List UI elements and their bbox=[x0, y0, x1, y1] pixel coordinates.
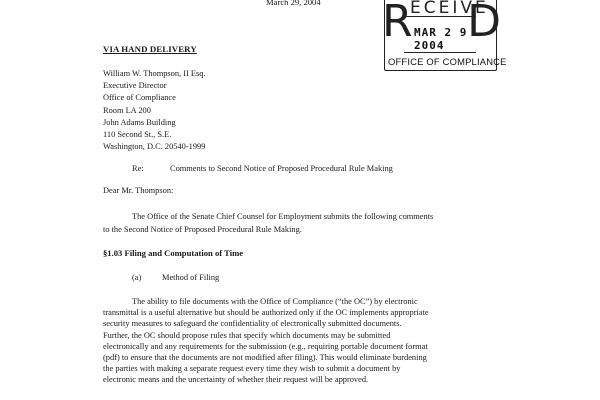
letter-date: March 29, 2004 bbox=[266, 0, 321, 7]
subsection-title: Method of Filing bbox=[162, 273, 220, 282]
address-line: Washington, D.C. 20540-1999 bbox=[103, 142, 206, 152]
address-line: William W. Thompson, II Esq. bbox=[103, 69, 206, 78]
address-line: 110 Second St., S.E. bbox=[103, 129, 172, 139]
subsection-number: (a) bbox=[132, 273, 142, 282]
intro-line-2: to the Second Notice of Proposed Procedural Rule Making. bbox=[103, 225, 302, 234]
stamp-rule-top bbox=[404, 16, 476, 17]
paragraph-line: electronically and any requirements for the submission (e.g., requiring portable document format bbox=[103, 341, 428, 351]
stamp-received-text: ECEIVE bbox=[410, 0, 489, 18]
received-stamp bbox=[382, 0, 507, 72]
salutation: Dear Mr. Thompson: bbox=[103, 186, 174, 195]
re-label: Re: bbox=[132, 164, 144, 173]
address-line: John Adams Building bbox=[103, 117, 176, 127]
paragraph-line: electronic means and the uncertainty of whether their request will be approved. bbox=[103, 375, 369, 385]
paragraph-line: Further, the OC should propose rules that specify which documents may be submitted bbox=[103, 330, 391, 340]
intro-line-1: The Office of the Senate Chief Counsel for Employment submits the following comments bbox=[132, 212, 434, 221]
paragraph-line: transmittal is a useful alternative but should be authorized only if the OC implements appropriate bbox=[103, 308, 429, 318]
recipient-address bbox=[103, 68, 206, 153]
section-heading: §1.03 Filing and Computation of Time bbox=[103, 248, 244, 258]
paragraph-line: the parties with making a separate request every time they wish to submit a document by bbox=[103, 364, 401, 374]
stamp-date: MAR 2 9 2004 bbox=[414, 26, 468, 52]
delivery-method: VIA HAND DELIVERY bbox=[103, 44, 197, 54]
stamp-big-d: D bbox=[467, 0, 501, 47]
stamp-office: OFFICE OF COMPLIANCE bbox=[388, 56, 507, 67]
re-subject: Comments to Second Notice of Proposed Procedural Rule Making bbox=[170, 164, 393, 173]
paragraph-line: (pdf) to ensure that the documents are not modified after filing). This would eliminate burdening bbox=[103, 352, 427, 362]
address-line: Room LA 200 bbox=[103, 105, 151, 115]
stamp-rule-bottom bbox=[404, 52, 476, 53]
stamp-big-r: R bbox=[382, 0, 413, 47]
address-line: Executive Director bbox=[103, 81, 167, 91]
address-line: Office of Compliance bbox=[103, 93, 176, 103]
paragraph-line: security measures to safeguard the confidentiality of electronically submitted documents. bbox=[103, 319, 402, 329]
body-paragraph bbox=[103, 296, 429, 386]
paragraph-line: The ability to file documents with the Office of Compliance (“the OC”) by electronic bbox=[132, 297, 418, 306]
